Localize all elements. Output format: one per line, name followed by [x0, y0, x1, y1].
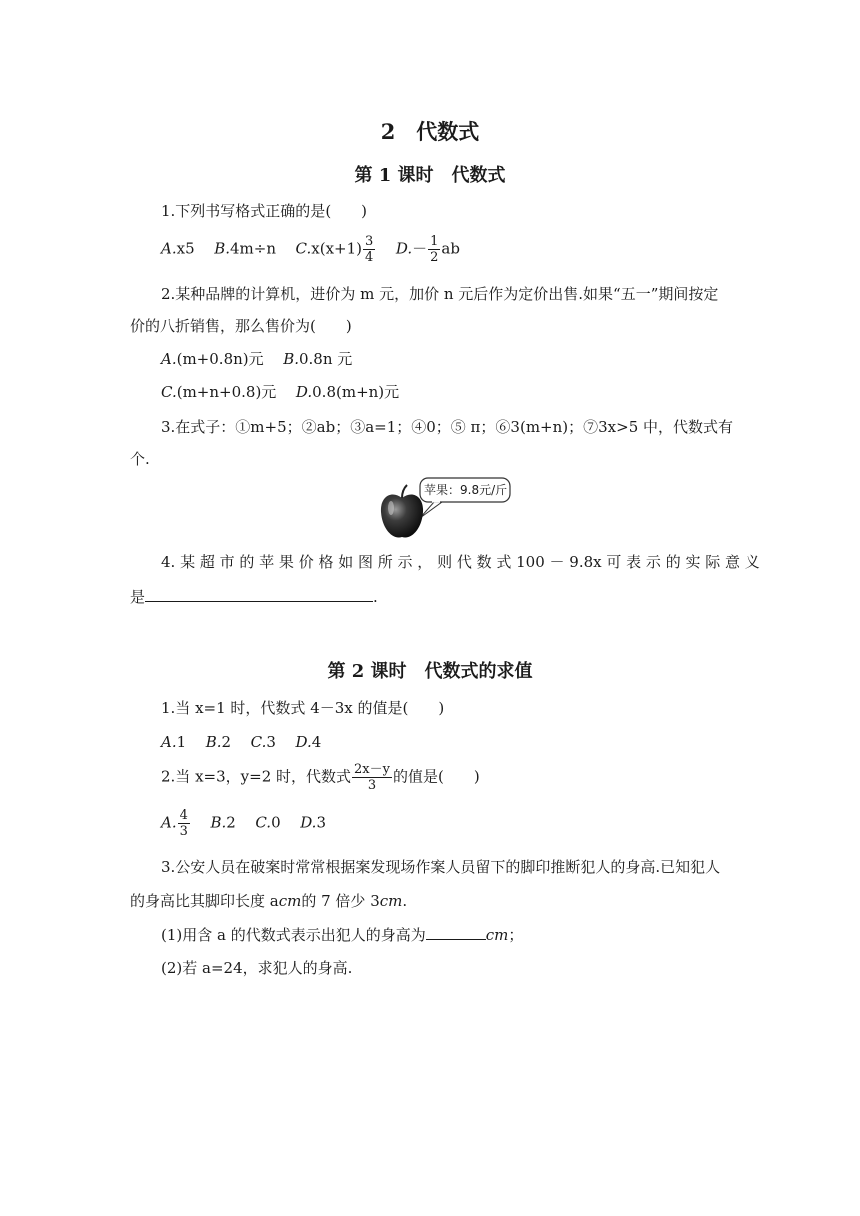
- l2-q2-opt-d-text: 3: [316, 813, 326, 832]
- fraction-denominator: 3: [367, 778, 377, 793]
- l1-q2-stem-line1: 2.某种品牌的计算机，进价为 m 元，加价 n 元后作为定价出售.如果“五一”期间按定: [161, 285, 719, 303]
- l2-q3-line2: [130, 891, 407, 911]
- lesson2-heading: 第 2 课时 代数式的求值: [327, 661, 533, 682]
- l1-q4-suffix: .: [373, 588, 378, 606]
- unit-cm: cm: [485, 926, 509, 944]
- l1-q1-opt-a-letter: A.: [161, 239, 177, 258]
- l1-q2-options-ab: [161, 349, 352, 369]
- fraction-denominator: 3: [179, 824, 188, 839]
- l1-q2-opt-b-text: 0.8n 元: [298, 350, 353, 368]
- l2-q2-stem-suffix: 的值是( ): [392, 767, 480, 786]
- l1-q1-opt-b-letter: B.: [214, 239, 230, 258]
- l1-q2-stem-line2: 价的八折销售，那么售价为( ): [130, 317, 352, 335]
- fraction-numerator: 1: [430, 234, 439, 249]
- l2-q2-options: [161, 808, 326, 839]
- l1-q3-line1: 3.在式子：①m+5；②ab；③a=1；④0；⑤ π；⑥3(m+n)；⑦3x>5 中，代数式有: [161, 418, 734, 436]
- l1-q1-stem: 1.下列书写格式正确的是( ): [161, 202, 368, 220]
- l2-q2-stem-prefix: 2.当 x=3，y=2 时，代数式: [161, 767, 352, 786]
- l2-q2-opt-b-letter: B.: [210, 813, 227, 832]
- answer-blank[interactable]: [426, 925, 486, 940]
- fraction-numerator: 4: [179, 808, 188, 823]
- l1-q1-opt-b-text: 4m÷n: [229, 239, 276, 258]
- l1-q4-prefix: 是: [130, 588, 146, 606]
- l2-q2-opt-d-letter: D.: [300, 813, 317, 832]
- l2-q1-options: [161, 732, 321, 752]
- l1-q2-opt-d-text: 0.8(m+n)元: [312, 383, 400, 401]
- l2-q3-line2-b: 的 7 倍少 3: [301, 892, 380, 910]
- l1-q1-opt-c-letter: C.: [295, 239, 312, 258]
- unit-cm: cm: [379, 892, 403, 910]
- l1-q2-opt-b-letter: B.: [283, 350, 299, 368]
- l2-q2-opt-c-letter: C.: [255, 813, 272, 832]
- fraction-numerator: 2x－y: [354, 762, 390, 777]
- l2-q3-part1-prefix: (1)用含 a 的代数式表示出犯人的身高为: [161, 926, 426, 944]
- l1-q1-opt-d-fraction: [428, 234, 440, 265]
- l2-q2-opt-c-text: 0: [271, 813, 281, 832]
- apple-price-label: 苹果：9.8元/斤: [424, 483, 508, 497]
- answer-blank[interactable]: [145, 587, 373, 602]
- unit-cm: cm: [278, 892, 302, 910]
- l2-q2-stem: [161, 762, 480, 793]
- l2-q1-stem: 1.当 x=1 时，代数式 4－3x 的值是( ): [161, 699, 445, 717]
- l2-q3-part1: [161, 925, 523, 945]
- l2-q1-opt-b-text: 2: [221, 733, 232, 751]
- l2-q1-opt-c-text: 3: [266, 733, 276, 751]
- l1-q1-opt-c-text: x(x+1): [311, 239, 363, 258]
- l1-q1-opt-d-suffix: ab: [441, 239, 460, 258]
- apple-price-figure: [376, 476, 516, 542]
- l2-q3-line2-c: .: [402, 892, 408, 910]
- l1-q3-line2: 个.: [130, 450, 150, 468]
- lesson1-heading: 第 1 课时 代数式: [354, 165, 506, 186]
- section-title: 2 代数式: [380, 119, 480, 144]
- l1-q2-opt-c-letter: C.: [161, 383, 177, 401]
- l1-q1-options: [161, 234, 460, 265]
- l1-q1-opt-d-prefix: －: [412, 239, 428, 258]
- l1-q2-opt-a-letter: A.: [161, 350, 177, 368]
- l2-q3-line2-a: 的身高比其脚印长度 a: [130, 892, 279, 910]
- l2-q1-opt-d-text: 4: [311, 733, 322, 751]
- l2-q1-opt-a-text: 1: [176, 733, 187, 751]
- l2-q2-opt-b-text: 2: [226, 813, 236, 832]
- l1-q4-line2: [130, 587, 378, 607]
- l1-q4-line1: 4. 某 超 市 的 苹 果 价 格 如 图 所 示 ， 则 代 数 式 100 － 9.8x 可 表 示 的 实 际 意 义: [161, 553, 760, 571]
- l2-q2-opt-a-fraction: [178, 808, 190, 839]
- l2-q1-opt-b-letter: B.: [205, 733, 222, 751]
- l1-q2-options-cd: [161, 382, 399, 402]
- fraction-denominator: 4: [365, 250, 374, 265]
- l1-q1-opt-c-fraction: [363, 234, 375, 265]
- l1-q1-opt-d-letter: D.: [395, 239, 413, 258]
- l2-q2-opt-a-letter: A.: [161, 813, 177, 832]
- l2-q3-part2: (2)若 a=24，求犯人的身高.: [161, 959, 353, 977]
- l2-q1-opt-c-letter: C.: [250, 733, 267, 751]
- l2-q1-opt-a-letter: A.: [161, 733, 177, 751]
- fraction-denominator: 2: [430, 250, 439, 265]
- l1-q2-opt-c-text: (m+n+0.8)元: [176, 383, 277, 401]
- l2-q1-opt-d-letter: D.: [295, 733, 312, 751]
- fraction-numerator: 3: [365, 234, 374, 249]
- l2-q3-part1-suffix: ；: [508, 926, 524, 944]
- l2-q3-line1: 3.公安人员在破案时常常根据案发现场作案人员留下的脚印推断犯人的身高.已知犯人: [161, 858, 721, 876]
- l2-q2-fraction: [352, 762, 392, 793]
- l1-q1-opt-a-text: x5: [176, 239, 195, 258]
- l1-q2-opt-a-text: (m+0.8n)元: [176, 350, 264, 368]
- l1-q2-opt-d-letter: D.: [295, 383, 313, 401]
